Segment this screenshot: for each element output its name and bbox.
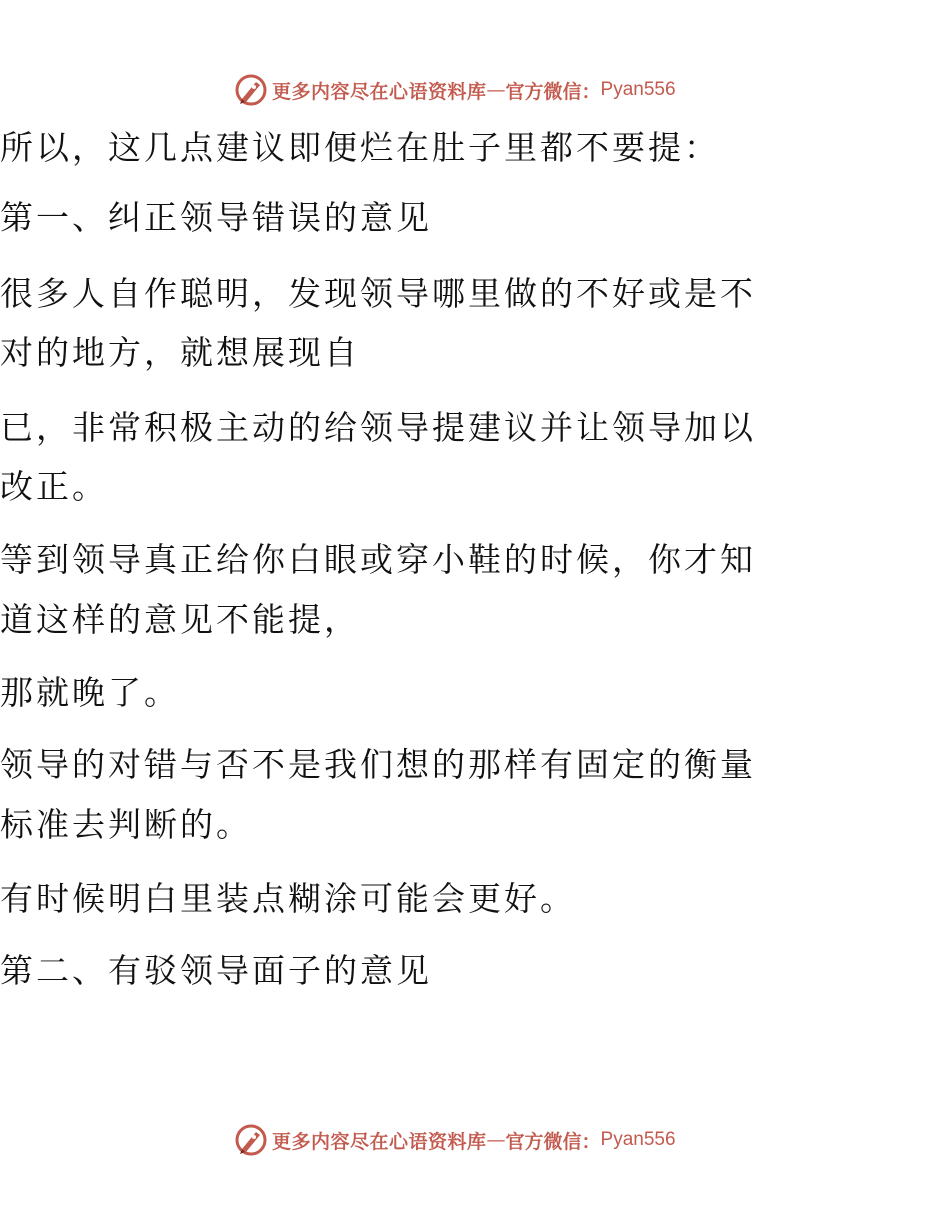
text-line: 所以，这几点建议即便烂在肚子里都不要提： (0, 128, 720, 167)
text-line: 已，非常积极主动的给领导提建议并让领导加以 (0, 408, 756, 447)
banner-separator: — (486, 1129, 506, 1151)
text-line: 道这样的意见不能提， (0, 600, 360, 639)
banner-separator: — (486, 79, 506, 101)
banner-main-text: 更多内容尽在心语资料库 (272, 80, 487, 103)
text-line: 标准去判断的。 (0, 805, 252, 844)
text-line: 有时候明白里装点糊涂可能会更好。 (0, 879, 576, 918)
text-line: 改正。 (0, 467, 108, 506)
banner-wechat-label: 官方微信： (505, 1130, 601, 1153)
text-line: 那就晚了。 (0, 673, 180, 712)
text-line: 第二、有驳领导面子的意见 (0, 951, 432, 990)
banner-wechat-id: Pyan556 (600, 79, 676, 100)
text-line: 很多人自作聪明，发现领导哪里做的不好或是不 (0, 274, 756, 313)
text-line: 第一、纠正领导错误的意见 (0, 198, 432, 237)
banner-wechat-id: Pyan556 (600, 1129, 676, 1150)
footer-banner (234, 1122, 676, 1158)
banner-main-text: 更多内容尽在心语资料库 (272, 1130, 487, 1153)
text-line: 对的地方，就想展现自 (0, 333, 360, 372)
pen-logo-icon (234, 1123, 268, 1157)
text-line: 等到领导真正给你白眼或穿小鞋的时候，你才知 (0, 540, 756, 579)
text-line: 领导的对错与否不是我们想的那样有固定的衡量 (0, 745, 756, 784)
banner-wechat-label: 官方微信： (505, 80, 601, 103)
